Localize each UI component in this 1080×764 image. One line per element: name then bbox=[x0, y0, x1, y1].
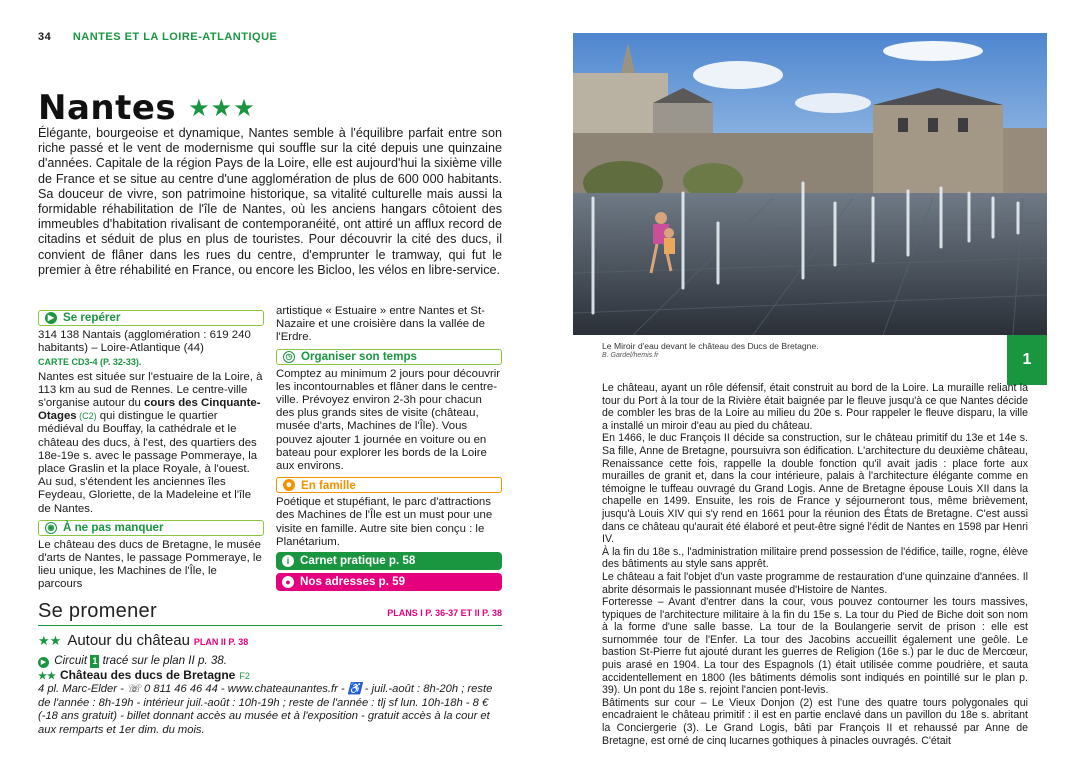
autour-plan-ref: PLAN II P. 38 bbox=[193, 637, 249, 647]
chateau-heading bbox=[38, 669, 502, 683]
play-icon: ▶ bbox=[45, 312, 57, 324]
eye-icon: ◉ bbox=[45, 522, 57, 534]
paragraph: Le château a fait l'objet d'un vaste programme de restauration d'une quinzaine d'années. Il abrite désormais le passionnant musée d'Histoire de Nantes. bbox=[602, 570, 1028, 596]
carnet-pratique-link[interactable]: i Carnet pratique p. 58 bbox=[276, 552, 502, 570]
intro-paragraph: Élégante, bourgeoise et dynamique, Nantes semble à l'équilibre parfait entre son riche passé et le vent de modernisme qui souffle sur la cité depuis une quinzaine d'années. Capitale de la région Pays de la Loire, elle est aujourd'hui la sixième ville de France et se situe au centre d'une agglomération de plus de 600 000 habitants. Sa douceur de vivre, son patrimoine historique, sa vitalité culturelle mais aussi la formidable réhabilitation de l'île de Nantes, où les anciens hangars côtoient des immeubles d'habitation rivalisant de contemporanéité, ont attiré un afflux record de citadins et séduit de plus en plus de touristes. Pour découvrir la cité des ducs, il convient de flâner dans les rues du centre, d'emprunter le tramway, qui fut le premier à être réhabilité en France, ou encore les Bicloo, les vélos en libre-service. bbox=[38, 126, 502, 277]
se-reperer-text: Nantes est située sur l'estuaire de la Loire, à 113 km au sud de Rennes. Le centre-ville s'organise autour du cours des Cinquante-Otages (C2) qui distingue le quartier médiéval du Bouffay, la cathédrale et le château des ducs, à l'est, des quartiers des 18e-19e s. avec le passage Pommeraye, la place Graslin et la place Royale, à l'ouest. Au sud, s'étendent les anciennes îles Feydeau, Gloriette, de la Madeleine et l'île de Nantes. bbox=[38, 370, 263, 515]
paragraph: En 1466, le duc François II décide sa construction, sur le château primitif du 13e et 14e s. Sa fille, Anne de Bretagne, poursuivra son édification. L'architecture du deuxième château, Renaissance cette fois, rappelle la double fonction qu'il avait jadis : place forte aux murailles de granit et, dans la cour intérieure, palais à l'architecture élégante comme en témoigne le tuffeau ouvragé du Grand Logis. Anne de Bretagne épouse Louis XII dans la chapelle en 1499. Ensuite, les rois de France y séjourneront tous, même brièvement, jusqu'à Louis XIV qui s'y rend en 1661 pour la réunion des États de Bretagne. C'est aussi dans ce château qu'aurait été élaboré et peut-être signé l'édit de Nantes en 1598 par Henri IV. bbox=[602, 432, 1028, 546]
photo-miroir-eau bbox=[573, 33, 1047, 335]
se-reperer-header bbox=[38, 310, 264, 326]
autour-title: Autour du château bbox=[67, 632, 190, 649]
paragraph: À la fin du 18e s., l'administration militaire prend possession de l'édifice, taille, rogne, élève des bâtiments au style sans apprêt. bbox=[602, 545, 1028, 571]
photo-illustration bbox=[573, 33, 1047, 335]
nos-adresses-link[interactable]: ● Nos adresses p. 59 bbox=[276, 573, 502, 591]
page-heading bbox=[38, 88, 256, 128]
ne-pas-manquer-header bbox=[38, 520, 264, 536]
right-column-text bbox=[602, 382, 1028, 747]
estuaire-text: artistique « Estuaire » entre Nantes et St-Nazaire et une croisière dans la vallée de l'Erdre. bbox=[276, 305, 485, 344]
organiser-text: Comptez au minimum 2 jours pour découvrir les incontournables et flâner dans le centre-ville. Prévoyez environ 2-3h pour chacun des plus grands sites de visite (château, musée d'arts, Machines de l'Île). Vous pouvez ajouter 1 journée en voiture ou en bateau pour explorer les bords de la Loire aux environs. bbox=[276, 367, 501, 473]
paragraph: Forteresse – Avant d'entrer dans la cour, vous pouvez contourner les tours massives, typiques de l'architecture militaire à la fin du 15e s. La tour du Pied de Biche doit son nom à la forme d'une salle basse. La tour de la Boulangerie servit de prison : elle est surnommée tour de l'Enfer. La tour des Jacobins accueillit également une geôle. Le bastion St-Pierre fut ajouté durant les guerres de Religion (16e s.) par le duc de Mercœur, puis arasé en 1904. La tour des Espagnols (1) était utilisée comme poudrière, et sauta accidentellement en 1800 (les bâtiments démolis sont indiqués en pointillé sur le plan p. 39). Un pont du 18e s. rejoint l'ancien pont-levis. bbox=[602, 596, 1028, 697]
family-icon: ☻ bbox=[284, 480, 294, 490]
caption-text: Le Miroir d'eau devant le château des Ducs de Bretagne. bbox=[602, 341, 819, 351]
photo-credit: B. Gardel/hemis.fr bbox=[602, 352, 659, 359]
en-famille-text: Poétique et stupéfiant, le parc d'attractions des Machines de l'Île est un must pour une visite en famille. Autre site bien conçu : le Planétarium. bbox=[276, 496, 493, 548]
en-famille-title: En famille bbox=[301, 478, 356, 492]
running-head-title: NANTES ET LA LOIRE-ATLANTIQUE bbox=[72, 31, 278, 43]
se-promener-title: Se promener bbox=[38, 600, 157, 622]
se-promener-header bbox=[38, 600, 502, 626]
paragraph: Le château, ayant un rôle défensif, était construit au bord de la Loire. La muraille reliant la tour du Port à la tour de la Rivière était baignée par le fleuve jusqu'à ce que Nantes décide de combler les bras de la Loire au milieu du 20e s. Pour rappeler le fleuve disparu, la ville a installé un miroir d'eau au pied du château. bbox=[602, 382, 1028, 432]
info-column-1 bbox=[38, 308, 264, 592]
ne-pas-manquer-text: Le château des ducs de Bretagne, le musée d'arts de Nantes, le passage Pommeraye, le lieu unique, les Machines de l'Île, le parcours bbox=[38, 538, 262, 591]
clock-icon: ◷ bbox=[283, 351, 295, 363]
carte-reference: CARTE CD3-4 (P. 32-33). bbox=[38, 357, 142, 368]
location-pin-icon: ● bbox=[282, 576, 294, 588]
play-icon: ▶ bbox=[38, 657, 49, 668]
photo-caption bbox=[602, 341, 819, 361]
plans-reference: PLANS I P. 36-37 ET II P. 38 bbox=[387, 608, 502, 618]
autour-stars: ★★ bbox=[38, 633, 62, 648]
cours-name: cours des Cinquante-Otages bbox=[38, 397, 261, 423]
organiser-header bbox=[276, 349, 502, 365]
running-head bbox=[38, 31, 277, 43]
autour-chateau-heading bbox=[38, 634, 502, 649]
chapter-tab: 1 bbox=[1007, 335, 1047, 385]
info-column-2 bbox=[276, 305, 502, 591]
chateau-practical-info: 4 pl. Marc-Elder - ☏ 0 811 46 46 44 - www.chateaunantes.fr - ♿ - juil.-août : 8h-20h ; reste de l'année : 8h-19h - intérieur juil.-août : 10h-19h ; reste de l'année : tlj sf lun. 10h-18h - 8 € (-18 ans gratuit) - billet donnant accès au musée et à l'exposition - gratuit accès à la cour et aux remparts et 1er dim. du mois. bbox=[38, 683, 493, 736]
en-famille-header bbox=[276, 477, 502, 493]
grid-ref: (C2) bbox=[76, 411, 97, 422]
chateau-grid-ref: F2 bbox=[239, 671, 250, 681]
ne-pas-manquer-title: À ne pas manquer bbox=[63, 521, 164, 535]
se-reperer-title: Se repérer bbox=[63, 311, 121, 325]
chateau-title: Château des ducs de Bretagne bbox=[59, 668, 236, 682]
organiser-title: Organiser son temps bbox=[301, 350, 417, 364]
page-number: 34 bbox=[38, 31, 52, 43]
circuit-number: 1 bbox=[90, 655, 99, 668]
page-title: Nantes bbox=[38, 88, 177, 128]
population-text: 314 138 Nantais (agglomération : 619 240 habitants) – Loire-Atlantique (44) bbox=[38, 329, 251, 355]
info-icon: i bbox=[282, 555, 294, 567]
rating-stars: ★★★ bbox=[188, 94, 256, 122]
circuit-line: ▶ Circuit 1 tracé sur le plan II p. 38. bbox=[38, 654, 502, 668]
paragraph: Bâtiments sur cour – Le Vieux Donjon (2) est l'une des quatre tours polygonales qui encadraient le château primitif : il est en partie enclavé dans un pavillon du 18e s. abritant la Conciergerie (3). Le Grand Logis, bâti par François II et rehaussé par Anne de Bretagne, est orné de cinq lucarnes gothiques à pinacles ouvragés. C'était bbox=[602, 696, 1028, 747]
chateau-stars: ★★ bbox=[38, 671, 56, 682]
